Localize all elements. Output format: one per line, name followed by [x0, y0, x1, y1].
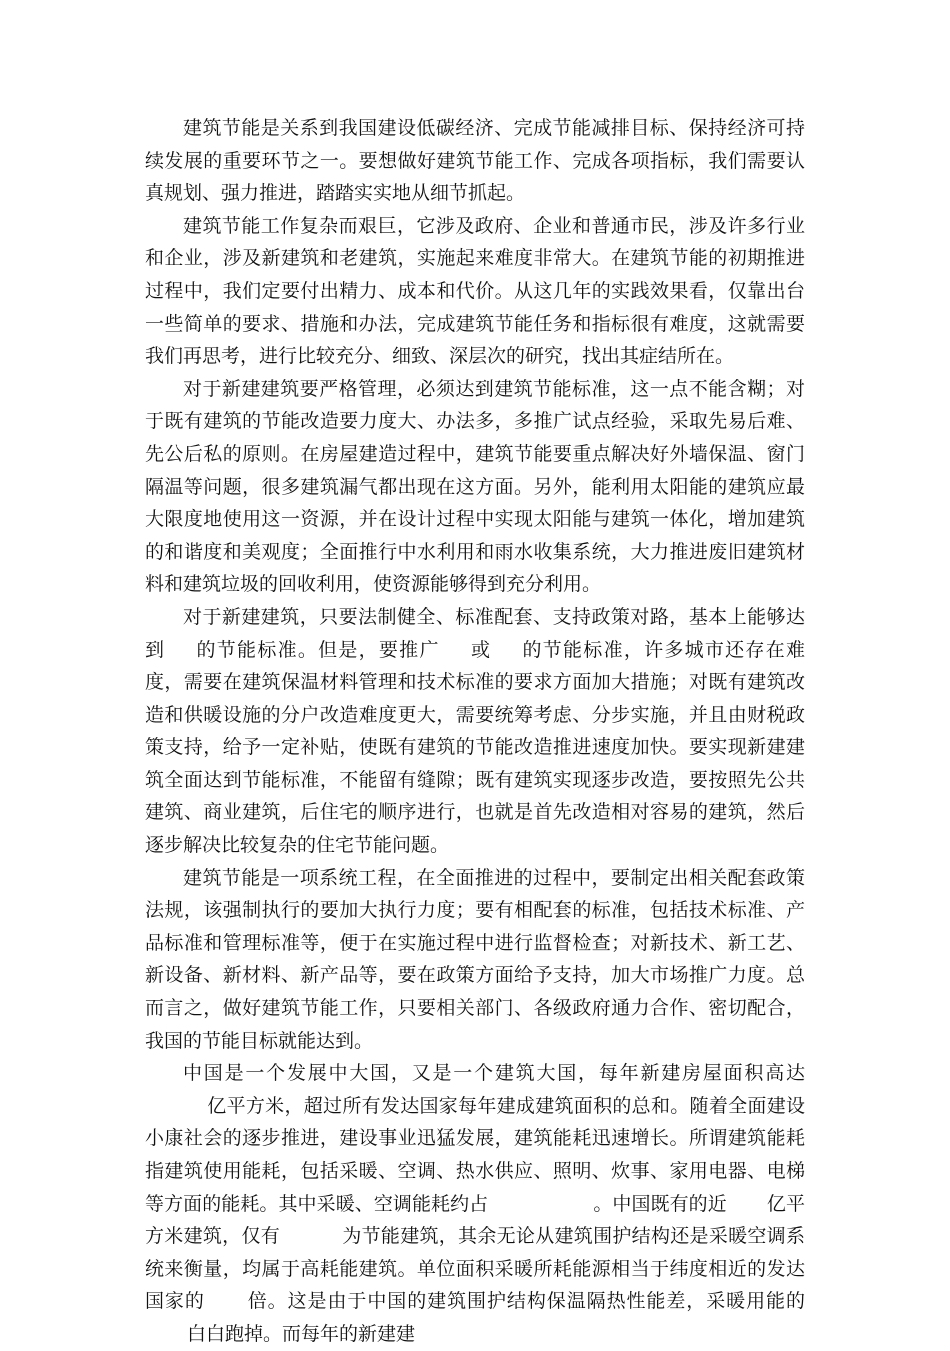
paragraph-6-segment-6: 倍。这是由于中国的建筑围护结构保温隔热性能差，采暖用能的: [246, 1290, 805, 1313]
paragraph-4-segment-3: 或: [469, 638, 492, 661]
paragraph-4-segment-4: 的节能标准，许多城市还存在难度，需要在建筑保温材料管理和技术标准的要求方面加大措施；对既有建筑改造和供暖设施的分户改造难度更大，需要统筹考虑、分步实施，并且由财税政策支持，给予一定补贴，使既有建筑的节能改造推进速度加快。要实现新建建筑全面达到节能标准，不能留有缝隙；既有建筑实现逐步改造，要按照先公共建筑、商业建筑，后住宅的顺序进行，也就是首先改造相对容易的建筑，然后逐步解决比较复杂的住宅节能问题。: [145, 638, 805, 857]
paragraph-6-segment-1: 中国是一个发展中大国，又是一个建筑大国，每年新建房屋面积高达: [183, 1062, 805, 1085]
paragraph-6-segment-4: 亿平方米建筑，仅有: [145, 1192, 805, 1248]
paragraph-6-segment-5: 为节能建筑，其余无论从建筑围护结构还是采暖空调系统来衡量，均属于高耗能建筑。单位面积采暖所耗能源相当于纬度相近的发达国家的: [145, 1225, 805, 1313]
paragraph-3: 对于新建建筑要严格管理，必须达到建筑节能标准，这一点不能含糊；对于既有建筑的节能改造要力度大、办法多，多推广试点经验，采取先易后难、先公后私的原则。在房屋建造过程中，建筑节能要重点解决好外墙保温、窗门隔温等问题，很多建筑漏气都出现在这方面。另外，能利用太阳能的建筑应最大限度地使用这一资源，并在设计过程中实现太阳能与建筑一体化，增加建筑的和谐度和美观度；全面推行中水利用和雨水收集系统，大力推进废旧建筑材料和建筑垃圾的回收利用，使资源能够得到充分利用。: [145, 377, 805, 596]
paragraph-6-segment-7: 白白跑掉。而每年的新建建: [187, 1322, 416, 1345]
paragraph-4-segment-1: 对于新建建筑，只要法制健全、标准配套、支持政策对路，基本上能够达到: [145, 605, 805, 661]
document-body: [145, 112, 805, 1351]
paragraph-4: [145, 601, 805, 862]
paragraph-2: 建筑节能工作复杂而艰巨，它涉及政府、企业和普通市民，涉及许多行业和企业，涉及新建筑和老建筑，实施起来难度非常大。在建筑节能的初期推进过程中，我们定要付出精力、成本和代价。从这几年的实践效果看，仅靠出台一些简单的要求、措施和办法，完成建筑节能任务和指标很有难度，这就需要我们再思考，进行比较充分、细致、深层次的研究，找出其症结所在。: [145, 214, 805, 368]
paragraph-5: 建筑节能是一项系统工程，在全面推进的过程中，要制定出相关配套政策法规，该强制执行的要加大执行力度；要有相配套的标准，包括技术标准、产品标准和管理标准等，便于在实施过程中进行监督检查；对新技术、新工艺、新设备、新材料、新产品等，要在政策方面给予支持，加大市场推广力度。总而言之，做好建筑节能工作，只要相关部门、各级政府通力合作、密切配合，我国的节能目标就能达到。: [145, 866, 805, 1052]
paragraph-6-segment-3: 。中国既有的近: [593, 1192, 727, 1215]
paragraph-1: 建筑节能是关系到我国建设低碳经济、完成节能减排目标、保持经济可持续发展的重要环节之一。要想做好建筑节能工作、完成各项指标，我们需要认真规划、强力推进，踏踏实实地从细节抓起。: [145, 117, 805, 205]
paragraph-4-segment-2: 的节能标准。但是，要推广: [195, 638, 440, 661]
paragraph-6-segment-2: 亿平方米，超过所有发达国家每年建成建筑面积的总和。随着全面建设小康社会的逐步推进，建设事业迅猛发展，建筑能耗迅速增长。所谓建筑能耗指建筑使用能耗，包括采暖、空调、热水供应、照明、炊事、家用电器、电梯等方面的能耗。其中采暖、空调能耗约占: [145, 1094, 805, 1215]
paragraph-6: [145, 1057, 805, 1350]
